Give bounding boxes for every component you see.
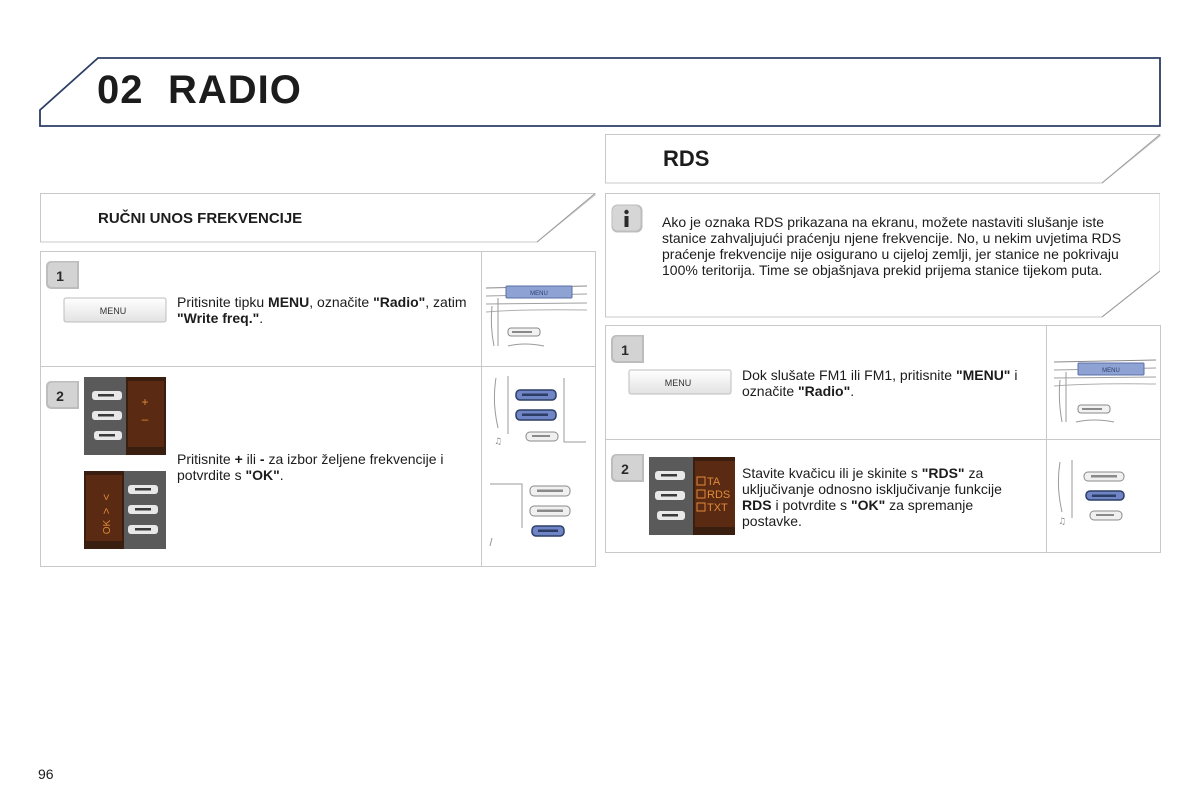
step-1-instruction: Pritisnite tipku MENU, označite "Radio", zatim "Write freq.".: [177, 294, 467, 326]
control-panel-photo-plus-minus: [84, 377, 166, 455]
svg-text:2: 2: [56, 388, 64, 404]
chapter-number: 02: [97, 68, 144, 112]
rds-menu-key-button: [628, 369, 732, 395]
svg-text:MENU: MENU: [664, 378, 692, 388]
display-txt: TXT: [707, 502, 728, 514]
rds-step-2-instruction: Stavite kvačicu ili je skinite s "RDS" za uključivanje odnosno isključivanje funkcije RDS i potvrdite s "OK" za spremanje postavke.: [742, 465, 1002, 529]
left-image-column: [481, 252, 482, 566]
menu-key-label: MENU: [99, 306, 127, 316]
step-badge-number: 1: [56, 268, 64, 284]
rds-console-sketch-buttons: [1054, 456, 1154, 536]
svg-text:1: 1: [621, 342, 629, 358]
step-badge-1: [46, 261, 79, 289]
rds-info-text: Ako je oznaka RDS prikazana na ekranu, možete nastaviti slušanje iste stanice zahvaljujući praćenju njene frekvencije. No, u nekim uvjetima RDS praćenje frekvencije nije osigurano u cijeloj zemlji, jer stanice ne pokrivaju 100% teritorija. Time se objašnjava prekid prijema stanice tijekom puta.: [662, 214, 1122, 278]
rds-step-badge-2: [611, 454, 644, 482]
step-badge-2: [46, 381, 79, 409]
step-2-instruction: Pritisnite + ili - za izbor željene frekvencije i potvrdite s "OK".: [177, 451, 444, 483]
display-ok: OK: [102, 519, 113, 535]
display-rds: RDS: [707, 489, 731, 501]
display-minus: –: [141, 412, 149, 426]
svg-text:2: 2: [621, 461, 629, 477]
music-note-icon: ♫: [494, 437, 503, 447]
display-ta: TA: [707, 476, 721, 488]
section-heading-manual-frequency: RUČNI UNOS FREKVENCIJE: [98, 210, 303, 227]
chapter-title: RADIO: [168, 68, 302, 112]
music-note-icon: ♫: [1058, 517, 1067, 527]
rds-step-badge-1: [611, 335, 644, 363]
display-plus: +: [141, 395, 149, 409]
sketch-menu-label: MENU: [530, 291, 548, 297]
console-sketch-ok: [488, 478, 588, 550]
display-left-arrow: <: [101, 493, 113, 501]
console-sketch-plus-minus: [488, 372, 588, 454]
display-right-arrow: >: [101, 507, 113, 515]
rds-console-sketch-menu: [1052, 350, 1158, 428]
menu-key-button: [63, 297, 167, 323]
step-row-divider: [606, 439, 1160, 440]
svg-text:MENU: MENU: [1102, 368, 1120, 374]
page-number: 96: [38, 766, 54, 782]
control-panel-photo-ok: [84, 471, 166, 549]
info-icon: [611, 204, 643, 233]
section-heading-rds: RDS: [663, 146, 710, 171]
rds-control-panel-photo: [649, 457, 735, 535]
console-sketch-menu: [484, 276, 589, 354]
rds-step-1-instruction: Dok slušate FM1 ili FM1, pritisnite "MENU" i označite "Radio".: [742, 367, 1018, 399]
step-row-divider: [41, 366, 595, 367]
